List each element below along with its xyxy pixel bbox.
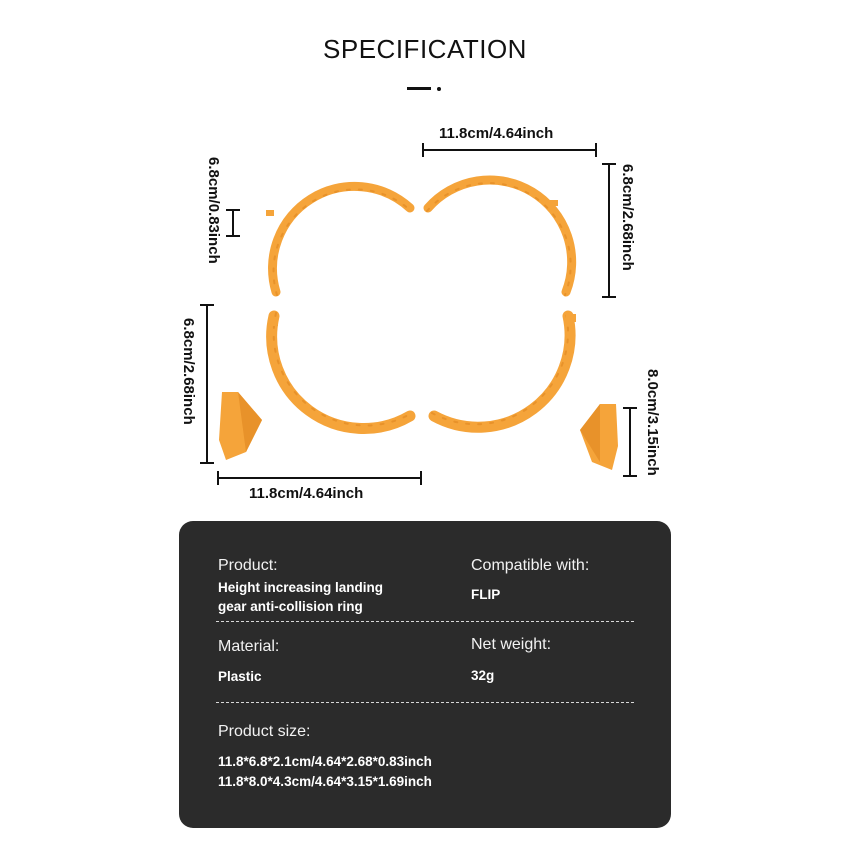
page-title: SPECIFICATION <box>323 34 527 64</box>
clip-bottom-right-1 <box>566 314 576 322</box>
product-label: Product: <box>218 557 278 574</box>
ring-top-left <box>273 186 411 295</box>
compatible-label: Compatible with: <box>471 557 590 574</box>
specification-card <box>179 521 671 828</box>
separator-2 <box>216 702 634 703</box>
clip-bottom-left-1 <box>268 318 278 326</box>
dimension-line-bottom-width <box>218 471 421 485</box>
dimension-label-top-right-height: 6.8cm/2.68inch <box>619 164 636 271</box>
material-value: Plastic <box>218 669 262 684</box>
dimension-line-bottom-right-height <box>623 408 637 476</box>
clip-top-left-1 <box>266 210 274 216</box>
separator-1 <box>216 621 634 622</box>
weight-value: 32g <box>471 668 495 683</box>
size-value-line2: 11.8*8.0*4.3cm/4.64*3.15*1.69inch <box>218 774 432 789</box>
ring-bottom-right <box>432 313 570 427</box>
dimension-label-bottom-right-height: 8.0cm/3.15inch <box>644 369 661 476</box>
dimension-label-top-width: 11.8cm/4.64inch <box>439 125 554 142</box>
dimension-label-bottom-width: 11.8cm/4.64inch <box>249 485 364 502</box>
dimension-label-top-left-small-height: 6.8cm/0.83inch <box>205 157 222 264</box>
compatible-value: FLIP <box>471 587 501 602</box>
size-value-line1: 11.8*6.8*2.1cm/4.64*2.68*0.83inch <box>218 754 432 769</box>
weight-label: Net weight: <box>471 636 552 653</box>
dimension-label-bottom-left-height: 6.8cm/2.68inch <box>180 318 197 425</box>
dimension-line-top-width <box>423 143 596 157</box>
clip-top-right-1 <box>550 200 558 206</box>
size-label: Product size: <box>218 723 311 740</box>
dimension-line-top-left-small-height <box>226 210 240 236</box>
ring-top-right <box>427 180 572 295</box>
dimension-line-top-right-height <box>602 164 616 297</box>
product-value-line1: Height increasing landing <box>218 580 384 595</box>
material-label: Material: <box>218 638 280 655</box>
ring-bottom-left <box>272 313 412 429</box>
dimension-line-bottom-left-height <box>200 305 214 463</box>
product-value-line2: gear anti-collision ring <box>218 599 363 614</box>
